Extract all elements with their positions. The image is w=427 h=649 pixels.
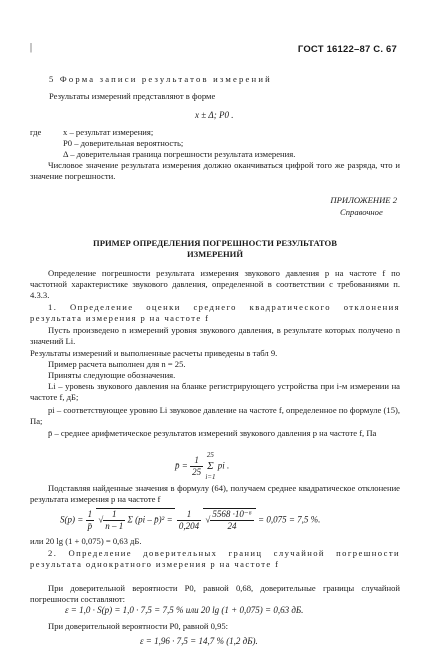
paragraph-1: Определение погрешности результата измерения звукового давления p на частоте f по частотной характеристике звукового давления, определенной в соответствии с требованиями п. 4.3.3.	[30, 268, 400, 300]
margin-mark: |	[30, 42, 33, 53]
confidence-formula-1: ε = 1,0 · S(p) = 1,0 · 7,5 = 7,5 % или 20 lg (1 + 0,075) = 0,63 дБ.	[65, 605, 304, 615]
section-intro: Результаты измерений представляют в форме	[49, 91, 216, 101]
mean-den: 25	[192, 467, 202, 477]
appendix-title-2: ИЗМЕРЕНИЙ	[186, 249, 244, 259]
heading-1: 1. Определение оценки среднего квадратического отклонения результата измерения p на частоте f	[30, 302, 400, 323]
paragraph-4: Пример расчета выполнен для n = 25.	[48, 359, 186, 369]
definition-p0: P0 – доверительная вероятность;	[63, 138, 184, 148]
paragraph-3: Результаты измерений и выполненные расчеты приведены в табл 9.	[30, 348, 278, 358]
appendix-label: ПРИЛОЖЕНИЕ 2	[330, 195, 397, 205]
paragraph-10: или 20 lg (1 + 0,075) = 0,63 дБ.	[30, 536, 142, 546]
page-header: ГОСТ 16122–87 С. 67	[297, 44, 397, 55]
mean-sum-bot: i=1	[205, 473, 216, 481]
paragraph-12: При доверительной вероятности P0, равной 0,95:	[48, 621, 229, 631]
result-formula: x ± Δ; P0 .	[195, 110, 234, 120]
definition-delta: Δ – доверительная граница погрешности результата измерения.	[63, 149, 296, 159]
std-result: = 0,075 = 7,5 %.	[258, 514, 321, 525]
mean-formula: p̄ = $\frac{1}{25}$ 25 Σ i=1 pi .	[175, 451, 230, 481]
std-lhs: S(p) =	[60, 514, 84, 525]
mean-lhs: p̄ =	[175, 460, 188, 471]
appendix-kind: Справочное	[340, 207, 383, 217]
paragraph-8: p̄ – среднее арифметическое результатов измерений звукового давления p на частоте f, Па	[48, 428, 377, 438]
section-note: Числовое значение результата измерения должно оканчиваться цифрой того же разряда, что и значение погрешности.	[30, 160, 400, 181]
paragraph-11: При доверительной вероятности P0, равной 0,68, доверительные границы случайной погрешности составляют:	[30, 583, 400, 604]
std-formula: S(p) = $\frac{1}{p̄}$ √ $\frac{1}{n - 1}$ Σ (pi – p̄)² = $\frac{1}{0,204}$ √ $\frac{\text{5568 ·10⁻⁶}}{24}$ = 0,075 = 7,5 %.	[60, 509, 321, 531]
mean-sum-top: 25	[206, 451, 214, 459]
section-title: 5 Форма записи результатов измерений	[49, 74, 272, 84]
mean-num: 1	[190, 455, 203, 467]
where-label: где	[30, 127, 42, 137]
paragraph-6: Li – уровень звукового давления на бланке регистрирующего устройства при i-м измерении на частоте f, дБ;	[30, 381, 400, 402]
paragraph-9: Подставляя найденные значения в формулу (64), получаем среднее квадратическое отклонение результата измерения p на частоте f	[30, 483, 400, 504]
paragraph-5: Приняты следующие обозначения.	[48, 370, 176, 380]
mean-rhs: pi .	[217, 460, 230, 471]
paragraph-7: pi – соответствующее уровню Li звуковое давление на частоте f, определенное по формуле (15), Па;	[30, 405, 400, 426]
confidence-formula-2: ε = 1,96 · 7,5 = 14,7 % (1,2 дБ).	[140, 636, 258, 646]
definition-x: x – результат измерения;	[63, 127, 154, 137]
appendix-title-1: ПРИМЕР ОПРЕДЕЛЕНИЯ ПОГРЕШНОСТИ РЕЗУЛЬТАТОВ	[93, 238, 337, 248]
paragraph-2: Пусть произведено n измерений уровня звукового давления, в результате которых получено n значений Li.	[30, 325, 400, 346]
heading-2: 2. Определение доверительных границ случайной погрешности результата однократного измерения p на частоте f	[30, 548, 400, 569]
